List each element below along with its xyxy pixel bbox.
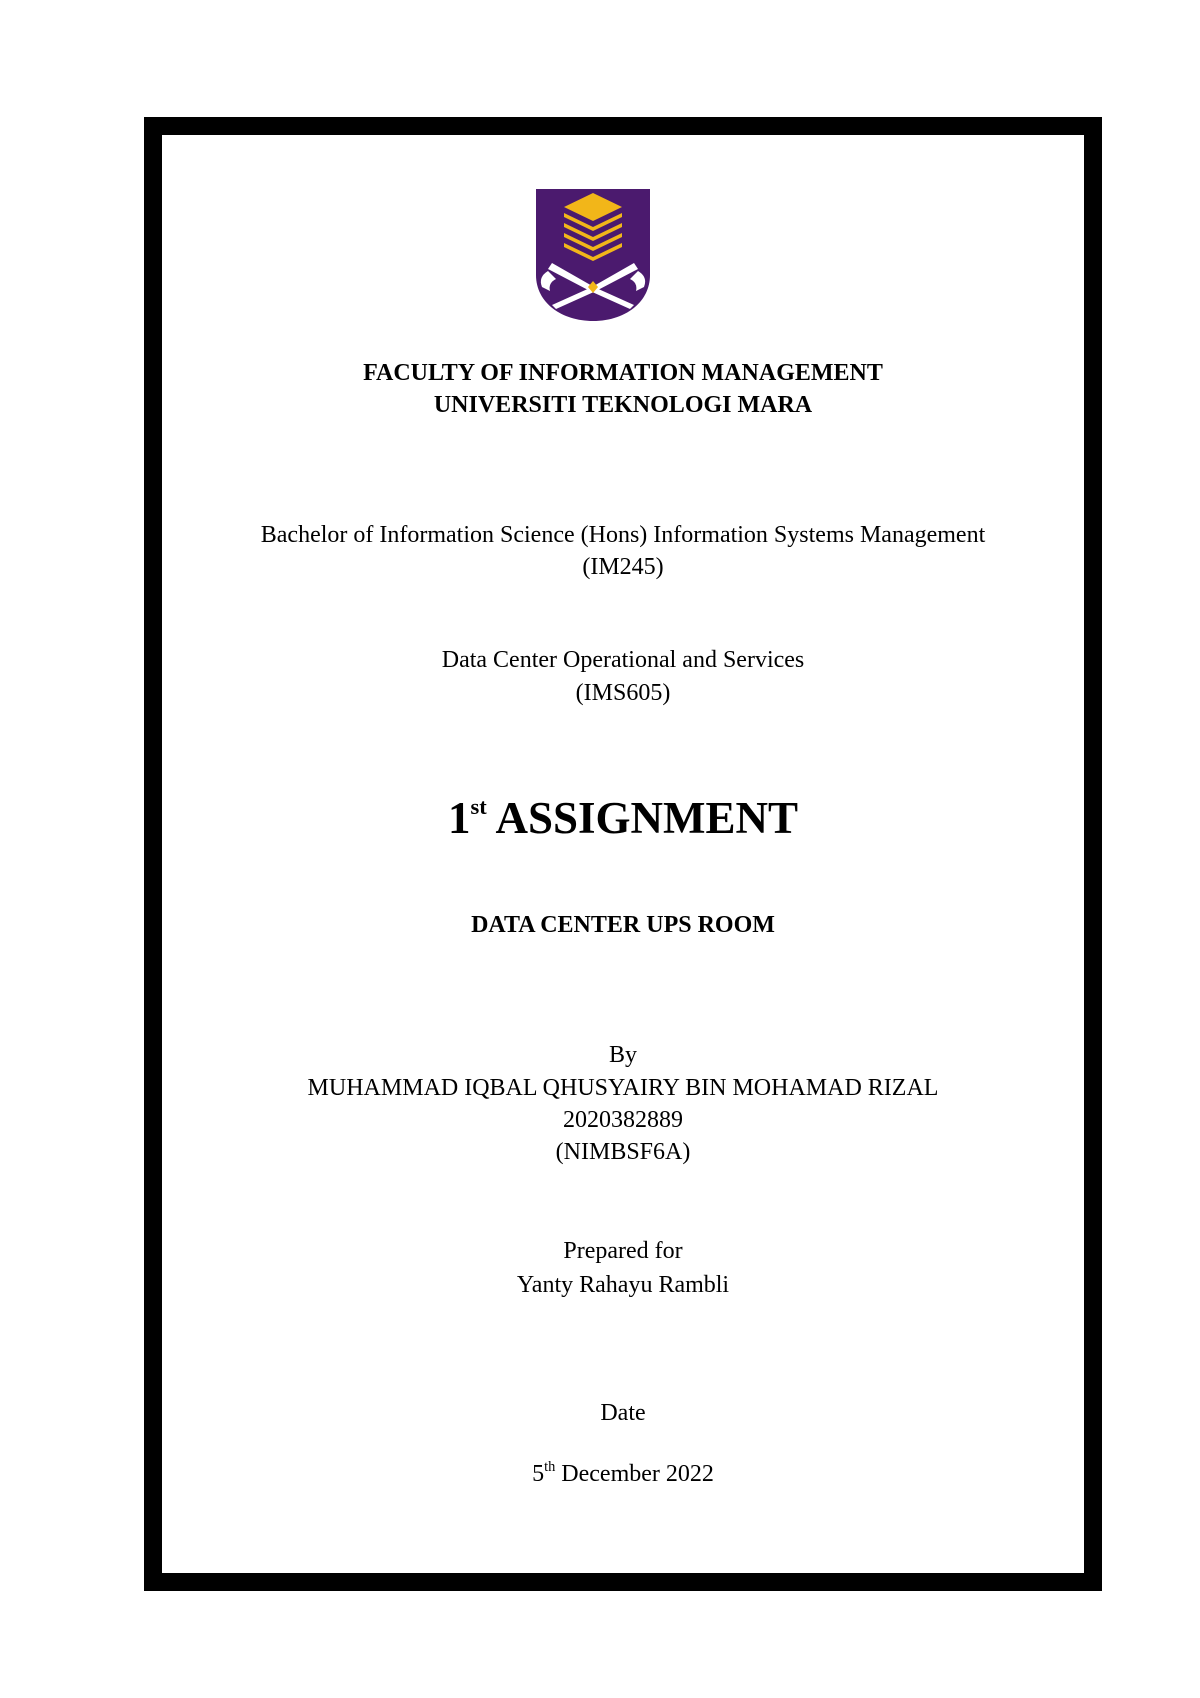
cover-page [162, 135, 1084, 1573]
course-code: (IMS605) [575, 680, 671, 706]
by-label: By [608, 1042, 637, 1068]
university-name: UNIVERSITI TEKNOLOGI MARA [433, 392, 813, 418]
assignment-number: 1 [447, 793, 471, 843]
date-day: 5 [532, 1461, 545, 1487]
student-name: MUHAMMAD IQBAL QHUSYAIRY BIN MOHAMAD RIZAL [307, 1075, 939, 1101]
assignment-label: ASSIGNMENT [495, 793, 799, 843]
student-group: (NIMBSF6A) [555, 1139, 691, 1165]
page-border-frame [144, 117, 1102, 1591]
programme-code: (IM245) [582, 554, 664, 580]
submission-date [162, 1458, 1084, 1488]
assignment-topic: DATA CENTER UPS ROOM [471, 912, 775, 938]
faculty-name: FACULTY OF INFORMATION MANAGEMENT [363, 360, 883, 386]
assignment-ordinal-suffix: st [470, 793, 487, 819]
date-label: Date [600, 1400, 646, 1426]
prepared-for-label: Prepared for [563, 1238, 683, 1264]
programme-name: Bachelor of Information Science (Hons) Information Systems Management [260, 522, 986, 548]
course-name: Data Center Operational and Services [441, 647, 805, 673]
lecturer-name: Yanty Rahayu Rambli [516, 1272, 730, 1298]
assignment-title [162, 792, 1084, 844]
university-crest-logo [534, 187, 652, 323]
date-month-year: December 2022 [561, 1461, 714, 1487]
date-ordinal-suffix: th [544, 1458, 556, 1475]
student-id: 2020382889 [563, 1107, 683, 1133]
